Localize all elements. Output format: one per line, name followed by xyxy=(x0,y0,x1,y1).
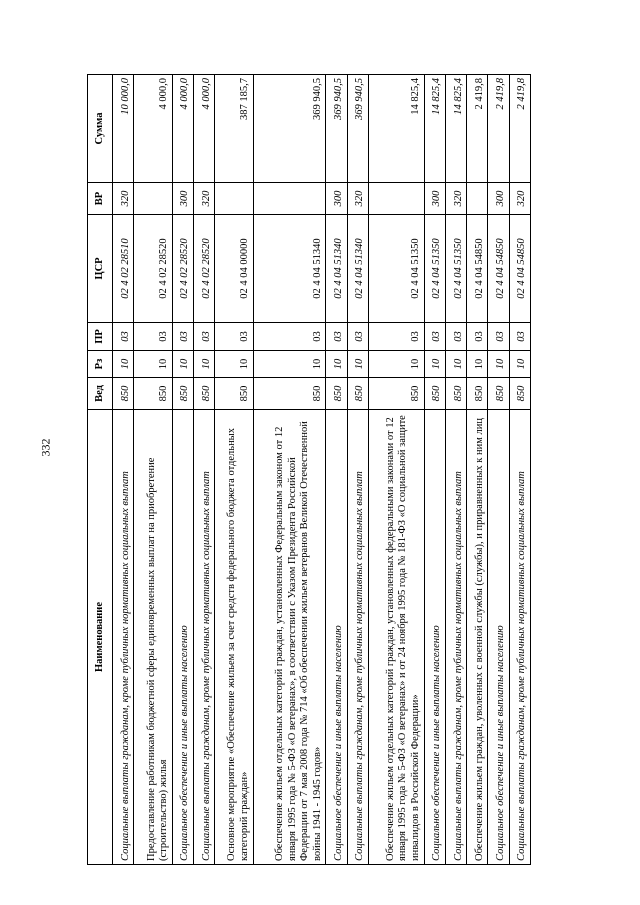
cell-csr: 02 4 04 00000 xyxy=(215,215,253,323)
cell-ved: 850 xyxy=(215,378,253,410)
cell-ved: 850 xyxy=(113,378,134,410)
header-rz: Рз xyxy=(88,351,113,378)
table-row xyxy=(113,75,134,865)
cell-sum: 4 000,0 xyxy=(172,75,193,183)
cell-rz: 10 xyxy=(193,351,214,378)
cell-vr: 320 xyxy=(113,183,134,215)
table-row xyxy=(172,75,193,865)
cell-rz: 10 xyxy=(467,351,488,378)
cell-sum: 369 940,5 xyxy=(253,75,326,183)
cell-sum: 10 000,0 xyxy=(113,75,134,183)
cell-csr: 02 4 04 51340 xyxy=(326,215,347,323)
cell-rz: 10 xyxy=(253,351,326,378)
cell-sum: 369 940,5 xyxy=(326,75,347,183)
cell-ved: 850 xyxy=(424,378,445,410)
page-number: 332 xyxy=(38,438,53,457)
header-row xyxy=(88,75,113,865)
header-sum: Сумма xyxy=(88,75,113,183)
cell-pr: 03 xyxy=(215,323,253,351)
cell-rz: 10 xyxy=(424,351,445,378)
cell-rz: 10 xyxy=(326,351,347,378)
header-vr: ВР xyxy=(88,183,113,215)
cell-csr: 02 4 04 54850 xyxy=(488,215,509,323)
cell-pr: 03 xyxy=(134,323,172,351)
cell-name: Социальное обеспечение и иные выплаты населению xyxy=(172,410,193,865)
table-row xyxy=(369,75,425,865)
table-row xyxy=(488,75,509,865)
cell-vr: 320 xyxy=(347,183,368,215)
cell-vr xyxy=(467,183,488,215)
cell-rz: 10 xyxy=(488,351,509,378)
cell-name: Социальное обеспечение и иные выплаты населению xyxy=(326,410,347,865)
table-row xyxy=(347,75,368,865)
header-csr: ЦСР xyxy=(88,215,113,323)
cell-rz: 10 xyxy=(369,351,425,378)
cell-vr xyxy=(134,183,172,215)
cell-vr: 300 xyxy=(172,183,193,215)
cell-sum: 2 419,8 xyxy=(467,75,488,183)
cell-name: Социальное обеспечение и иные выплаты населению xyxy=(424,410,445,865)
table-body xyxy=(113,75,531,865)
cell-sum: 2 419,8 xyxy=(509,75,530,183)
cell-pr: 03 xyxy=(193,323,214,351)
cell-name: Обеспечение жильем отдельных категорий граждан, установленных федеральными законами от 12 января 1995 года № 5-ФЗ «О ветеранах» и от 24 ноября 1995 года № 181-ФЗ «О социальной защите инвалидов в Российской Федерации» xyxy=(369,410,425,865)
cell-pr: 03 xyxy=(326,323,347,351)
cell-pr: 03 xyxy=(445,323,466,351)
budget-table-container xyxy=(87,75,531,865)
cell-rz: 10 xyxy=(113,351,134,378)
cell-rz: 10 xyxy=(509,351,530,378)
cell-name: Социальные выплаты гражданам, кроме публичных нормативных социальных выплат xyxy=(445,410,466,865)
cell-vr xyxy=(215,183,253,215)
cell-vr: 300 xyxy=(326,183,347,215)
cell-rz: 10 xyxy=(134,351,172,378)
cell-rz: 10 xyxy=(172,351,193,378)
cell-sum: 14 825,4 xyxy=(424,75,445,183)
cell-csr: 02 4 04 51350 xyxy=(445,215,466,323)
cell-csr: 02 4 02 28510 xyxy=(113,215,134,323)
cell-vr: 320 xyxy=(193,183,214,215)
cell-ved: 850 xyxy=(326,378,347,410)
cell-sum: 4 000,0 xyxy=(193,75,214,183)
cell-pr: 03 xyxy=(172,323,193,351)
cell-pr: 03 xyxy=(253,323,326,351)
cell-vr: 320 xyxy=(445,183,466,215)
cell-csr: 02 4 04 51350 xyxy=(424,215,445,323)
table-row xyxy=(193,75,214,865)
cell-sum: 4 000,0 xyxy=(134,75,172,183)
cell-sum: 2 419,8 xyxy=(488,75,509,183)
cell-ved: 850 xyxy=(347,378,368,410)
header-name: Наименование xyxy=(88,410,113,865)
cell-vr: 300 xyxy=(488,183,509,215)
cell-rz: 10 xyxy=(347,351,368,378)
cell-pr: 03 xyxy=(369,323,425,351)
cell-name: Социальные выплаты гражданам, кроме публичных нормативных социальных выплат xyxy=(113,410,134,865)
cell-pr: 03 xyxy=(347,323,368,351)
cell-vr: 320 xyxy=(509,183,530,215)
cell-sum: 14 825,4 xyxy=(445,75,466,183)
cell-vr: 300 xyxy=(424,183,445,215)
cell-rz: 10 xyxy=(445,351,466,378)
cell-pr: 03 xyxy=(424,323,445,351)
cell-csr: 02 4 02 28520 xyxy=(193,215,214,323)
cell-ved: 850 xyxy=(134,378,172,410)
table-row xyxy=(445,75,466,865)
cell-sum: 14 825,4 xyxy=(369,75,425,183)
cell-ved: 850 xyxy=(509,378,530,410)
cell-name: Основное мероприятие «Обеспечение жильем за счет средств федерального бюджета отдельных категорий граждан» xyxy=(215,410,253,865)
cell-name: Обеспечение жильем граждан, уволенных с военной службы (службы), и приравненных к ним лиц xyxy=(467,410,488,865)
table-row xyxy=(326,75,347,865)
cell-csr: 02 4 02 28520 xyxy=(172,215,193,323)
cell-csr: 02 4 04 51340 xyxy=(347,215,368,323)
cell-ved: 850 xyxy=(193,378,214,410)
cell-rz: 10 xyxy=(215,351,253,378)
cell-csr: 02 4 04 51350 xyxy=(369,215,425,323)
table-row xyxy=(509,75,530,865)
cell-pr: 03 xyxy=(113,323,134,351)
budget-table xyxy=(87,74,531,865)
cell-name: Предоставление работникам бюджетной сферы единовременных выплат на приобретение (строительство) жилья xyxy=(134,410,172,865)
cell-name: Социальные выплаты гражданам, кроме публичных нормативных социальных выплат xyxy=(509,410,530,865)
cell-name: Социальные выплаты гражданам, кроме публичных нормативных социальных выплат xyxy=(347,410,368,865)
cell-csr: 02 4 04 54850 xyxy=(467,215,488,323)
cell-ved: 850 xyxy=(467,378,488,410)
cell-pr: 03 xyxy=(488,323,509,351)
header-ved: Вед xyxy=(88,378,113,410)
cell-sum: 387 185,7 xyxy=(215,75,253,183)
cell-ved: 850 xyxy=(445,378,466,410)
cell-csr: 02 4 04 51340 xyxy=(253,215,326,323)
cell-ved: 850 xyxy=(253,378,326,410)
cell-vr xyxy=(369,183,425,215)
table-row xyxy=(467,75,488,865)
cell-csr: 02 4 04 54850 xyxy=(509,215,530,323)
cell-csr: 02 4 02 28520 xyxy=(134,215,172,323)
header-pr: ПР xyxy=(88,323,113,351)
cell-name: Обеспечение жильем отдельных категорий граждан, установленных Федеральным законом от 12 января 1995 года № 5-ФЗ «О ветеранах», в соответствии с Указом Президента Российской Федерации от 7 мая 2008 года № 714 «Об обеспечении жильем ветеранов Великой Отечественной войны 1941 - 1945 годов» xyxy=(253,410,326,865)
table-row xyxy=(215,75,253,865)
table-row xyxy=(424,75,445,865)
cell-sum: 369 940,5 xyxy=(347,75,368,183)
cell-name: Социальное обеспечение и иные выплаты населению xyxy=(488,410,509,865)
cell-pr: 03 xyxy=(509,323,530,351)
cell-ved: 850 xyxy=(488,378,509,410)
table-row xyxy=(253,75,326,865)
cell-vr xyxy=(253,183,326,215)
cell-name: Социальные выплаты гражданам, кроме публичных нормативных социальных выплат xyxy=(193,410,214,865)
cell-ved: 850 xyxy=(369,378,425,410)
cell-pr: 03 xyxy=(467,323,488,351)
table-row xyxy=(134,75,172,865)
cell-ved: 850 xyxy=(172,378,193,410)
